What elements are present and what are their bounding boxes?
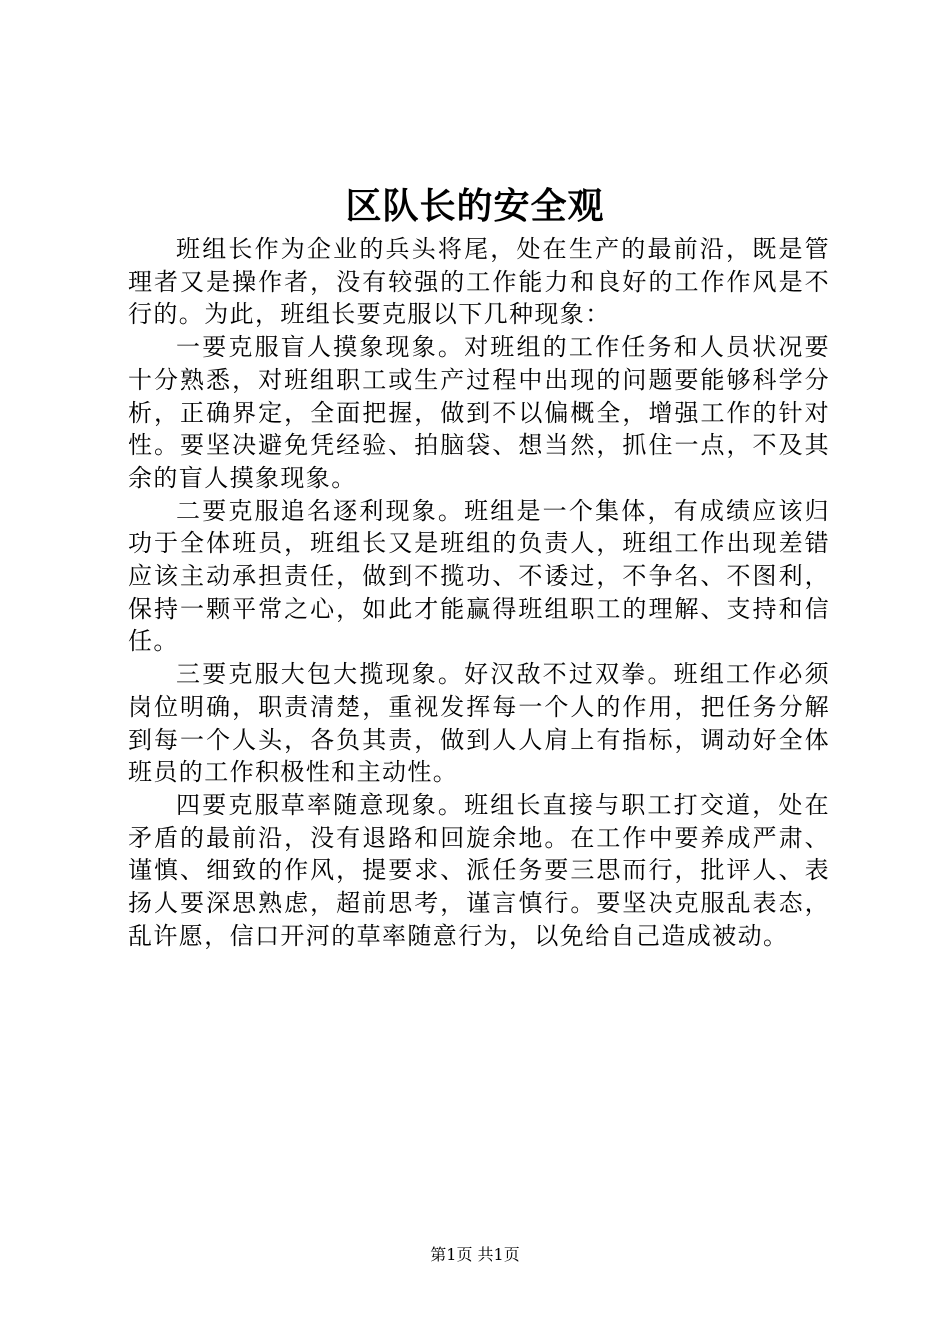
document-body bbox=[128, 233, 830, 952]
paragraph-point-3: 三要克服大包大揽现象。好汉敌不过双拳。班组工作必须岗位明确，职责清楚，重视发挥每一个人的作用，把任务分解到每一个人头，各负其责，做到人人肩上有指标，调动好全体班员的工作积极性和主动性。 bbox=[128, 660, 830, 787]
paragraph-point-2: 二要克服追名逐利现象。班组是一个集体，有成绩应该归功于全体班员，班组长又是班组的负责人，班组工作出现差错应该主动承担责任，做到不揽功、不诿过，不争名、不图利，保持一颗平常之心，如此才能赢得班组职工的理解、支持和信任。 bbox=[128, 496, 830, 656]
paragraph-intro: 班组长作为企业的兵头将尾，处在生产的最前沿，既是管理者又是操作者，没有较强的工作能力和良好的工作作风是不行的。为此，班组长要克服以下几种现象： bbox=[128, 235, 830, 329]
page-footer: 第1页 共1页 bbox=[430, 1245, 520, 1264]
paragraph-point-4: 四要克服草率随意现象。班组长直接与职工打交道，处在矛盾的最前沿，没有退路和回旋余地。在工作中要养成严肃、谨慎、细致的作风，提要求、派任务要三思而行，批评人、表扬人要深思熟虑，超前思考，谨言慎行。要坚决克服乱表态，乱许愿，信口开河的草率随意行为，以免给自己造成被动。 bbox=[128, 790, 830, 950]
document-title: 区队长的安全观 bbox=[345, 185, 605, 227]
paragraph-point-1: 一要克服盲人摸象现象。对班组的工作任务和人员状况要十分熟悉，对班组职工或生产过程中出现的问题要能够科学分析，正确界定，全面把握，做到不以偏概全，增强工作的针对性。要坚决避免凭经验、拍脑袋、想当然，抓住一点，不及其余的盲人摸象现象。 bbox=[128, 333, 830, 492]
